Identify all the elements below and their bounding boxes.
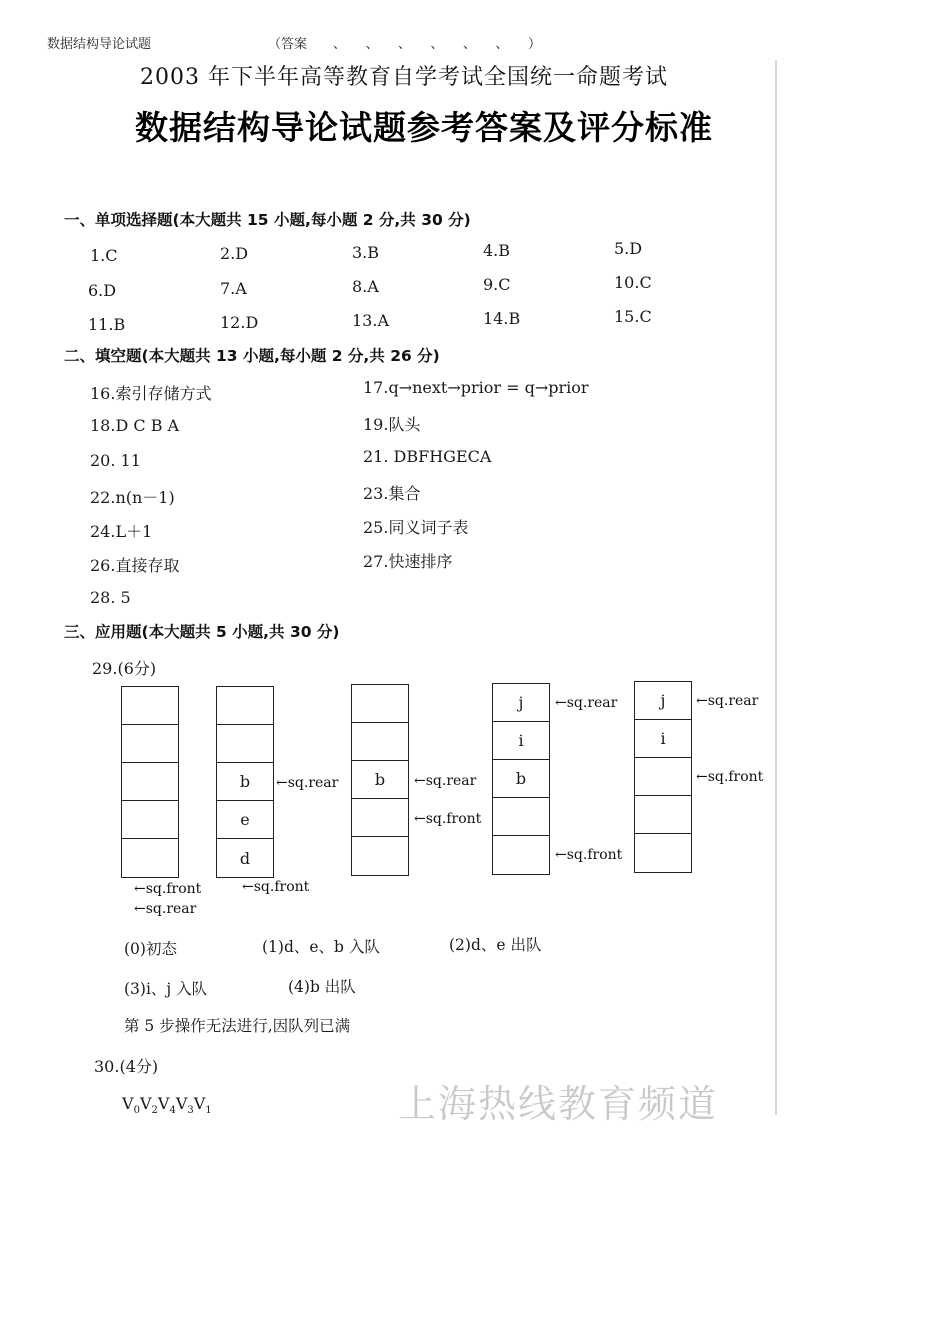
fill-answer: 26.直接存取 [90,556,180,575]
front-pointer-label: ←sq.front [414,811,482,827]
left-arrow-icon: ← [414,773,426,789]
queue-cell: e [217,801,273,839]
queue-state-0 [121,686,179,878]
queue-cell [217,687,273,725]
queue-cell: b [493,760,549,798]
queue-cell: j [493,684,549,722]
mc-answer: 14.B [483,309,521,328]
left-arrow-icon: ← [555,847,567,863]
mc-answer: 5.D [614,239,643,258]
queue-cell [635,758,691,796]
queue-cell [493,798,549,836]
left-arrow-icon: ← [414,811,426,827]
fill-answer: 22.n(n－1) [90,488,175,507]
queue-cell: d [239,848,251,868]
queue-cell: j [635,682,691,720]
left-arrow-icon: ← [555,695,567,711]
exam-subtitle: 2003 年下半年高等教育自学考试全国统一命题考试 [140,65,668,90]
step-caption: (0)初态 [124,940,177,958]
doc-header-title: 数据结构导论试题 [47,37,152,52]
queue-state-3 [492,683,550,875]
step-caption: (1)d、e、b 入队 [262,938,380,956]
fill-answer: 17.q→next→prior = q→prior [363,378,589,397]
fill-answer: 20. 11 [90,451,141,470]
queue-cell [122,687,178,725]
queue-cell [122,725,178,763]
queue-cell [352,837,408,875]
left-arrow-icon: ← [276,775,288,791]
q30-answer: $V_0V_2V_4V_3V_1$ [122,1094,212,1117]
queue-state-2 [351,684,409,876]
left-arrow-icon: ← [134,901,146,917]
queue-cell: b [217,763,273,801]
front-pointer-label: ←sq.front [242,879,310,895]
mc-answer: 6.D [88,281,117,300]
mc-answer: 12.D [220,313,259,332]
step-caption: (4)b 出队 [288,978,356,996]
step-caption: (2)d、e 出队 [449,936,542,954]
mc-answer: 4.B [483,241,511,260]
rear-pointer-label: ←sq.rear [555,695,618,711]
mc-answer: 15.C [614,307,652,326]
q29-note: 第 5 步操作无法进行,因队列已满 [124,1017,351,1035]
q30-label: 30.(4分) [94,1057,159,1076]
mc-answer: 1.C [90,246,118,265]
rear-pointer-label: ←sq.rear [276,775,339,791]
front-pointer-label: ←sq.front [134,881,202,897]
left-arrow-icon: ← [134,881,146,897]
queue-cell [122,763,178,801]
mc-answer: 11.B [88,315,126,334]
queue-cell: i [635,720,691,758]
mc-answer: 10.C [614,273,652,292]
queue-cell [352,723,408,761]
queue-state-1 [216,686,274,878]
q29-label: 29.(6分) [92,659,157,678]
rear-pointer-label: ←sq.rear [696,693,759,709]
scan-edge-line [775,60,777,1115]
fill-answer: 25.同义词子表 [363,518,469,537]
queue-state-4 [634,681,692,873]
fill-answer: 23.集合 [363,484,421,503]
queue-cell [352,685,408,723]
page-title: 数据结构导论试题参考答案及评分标准 [135,108,713,147]
step-caption: (3)i、j 入队 [124,980,208,998]
fill-answer: 28. 5 [90,588,131,607]
left-arrow-icon: ← [696,769,708,785]
queue-cell [122,801,178,839]
mc-answer: 8.A [352,277,379,296]
section1-heading: 一、单项选择题(本大题共 15 小题,每小题 2 分,共 30 分) [64,211,471,229]
section2-heading: 二、填空题(本大题共 13 小题,每小题 2 分,共 26 分) [64,347,440,365]
mc-answer: 9.C [483,275,511,294]
queue-cell [217,725,273,763]
fill-answer: 19.队头 [363,415,421,434]
queue-cell [352,799,408,837]
front-pointer-label: ←sq.front [555,847,623,863]
queue-cell: i [493,722,549,760]
fill-answer: 18.D C B A [90,416,180,435]
doc-header-answer: （答案 、 、 、 、 、 、 ） [268,37,542,52]
watermark-text: 上海热线教育频道 [398,1082,719,1126]
fill-answer: 24.L＋1 [90,522,153,541]
section3-heading: 三、应用题(本大题共 5 小题,共 30 分) [64,623,340,641]
fill-answer: 16.索引存储方式 [90,384,212,403]
left-arrow-icon: ← [242,879,254,895]
queue-cell [635,834,691,872]
fill-answer: 27.快速排序 [363,552,453,571]
mc-answer: 7.A [220,279,247,298]
queue-cell: b [352,761,408,799]
queue-cell [635,796,691,834]
front-pointer-label: ←sq.front [696,769,764,785]
mc-answer: 13.A [352,311,389,330]
rear-pointer-label: ←sq.rear [414,773,477,789]
queue-cell [122,839,178,877]
left-arrow-icon: ← [696,693,708,709]
mc-answer: 3.B [352,243,380,262]
rear-pointer-label: ←sq.rear [134,901,197,917]
fill-answer: 21. DBFHGECA [363,447,492,466]
mc-answer: 2.D [220,244,249,263]
queue-cell [493,836,549,874]
